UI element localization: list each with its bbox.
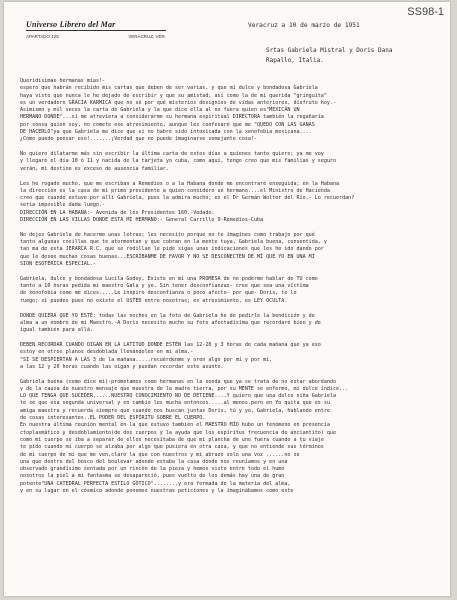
body-line: alma a un nombre de mi Maestro.-A Doris necesito mucho su foto afectadísima que recordaré bien y de [20, 319, 321, 326]
body-line: "SI SE DESPIERTAN A LAS 3 de la mañana.....recuérdenme y oren algo por mí y por mí, [20, 356, 273, 363]
body-line: sería imposible dada luego.- [20, 202, 106, 209]
body-line: igual también para allá. [20, 327, 93, 334]
body-line: estoy en otros planos desdoblada llenándoles en mi alma.- [20, 349, 194, 356]
body-line: DONDE QUIERA QUE YO ESTÉ: todas las noches en la foto de Gabriela he de pedirle la bendición y de [20, 312, 315, 319]
body-line: Gabriela, dulce y bondadosa Lucila Godoy, Existe en mí una PROMESA de no poderme hablar de TU como [20, 275, 318, 282]
paragraph-gap [20, 173, 444, 181]
body-line: tanto algunas cosillas que te atormentan y que cobran en la mente tuya, Gabriela buena, consentida, y [20, 239, 327, 246]
letter-body [20, 78, 444, 495]
archive-number: SS98-1 [407, 6, 444, 18]
body-line: creo que cuando estuve por allí Gabriela, pues la admira mucho; es el Dr Germán Wolter del Río.- Lo recuerdan? [20, 195, 355, 202]
body-line: a las 12 y 20 horas cuando las oigan y puedan recordar este asunto. [20, 363, 224, 370]
recipient-block [266, 46, 392, 66]
body-line: potente"UNA CATEDRAL PERFECTA ESTILO GÓTICO"........y era formada de la materia del alma, [20, 480, 291, 487]
body-line: la dirección es la casa de mi primo presidente a quien considero un hermano....el Ministro de Hacienda [20, 187, 330, 194]
letterhead [26, 20, 166, 39]
body-line: te sé que esa segunda universal y en cambio les mucha entonces.....al menos.pero en Yo quita que es su [20, 400, 330, 407]
paragraph-gap [20, 371, 444, 379]
body-line: de xenofobia como me dices.....Le inspiro desconfianza o poco afecto- por qué- Doris, te lo [20, 290, 297, 297]
body-line: haya visto que nunca le he dejado de escribir y que su amistad, así como la de mi querida "gringuita" [20, 92, 327, 99]
body-line: LO QUE TENGA QUE SUCEDER......NUESTRO CONOCIMIENTO NO DE DETIENE....Y quiero que una dulce niña Gabriela [20, 393, 337, 400]
letter-date: Veracruz a 10 de marzo de 1951 [248, 22, 360, 29]
letterhead-name: Universo Librero del Mar [26, 20, 166, 31]
letterhead-city: VERACRUZ, VER. [128, 34, 166, 39]
recipient-line: Srtas Gabriela Mistral y Doris Dana [266, 47, 393, 54]
body-line: te pido cuando mi cuerpo se alzaba por algo que pusiera en otra casa, y que no entiende sus términos [20, 444, 324, 451]
body-line: No dejes Gabriela de hacerme unas letras; les necesito porque no te imagines como trabajo por qué [20, 231, 315, 238]
paragraph-gap [20, 224, 444, 232]
body-line: DIRECCIÓN EN LAS VILLAS DONDE ESTA MI HERMANO:- General Carrillo 9-Remedios-Cuba [20, 217, 264, 224]
body-line: de cosas interesantes..EL PODER DEL ESPÍRITU SOBRE EL CUERPO. [20, 415, 206, 422]
body-line: espero que habrán recibido mis cartas que deben de ser varias, y que mi dulce y bondadosa Gabriela [20, 85, 318, 92]
body-line: una que dentro del bosco del boulevar adonde estaba la casa donde nos reuníamos y en una [20, 458, 288, 465]
body-line: DIRECCIÓN EN LA HABANA:- Avenida de los Presidentes 160.-Vedado. [20, 209, 215, 216]
body-line: tanto a 10 horas pedida mi maestro Gala y yo. Sin tener desconfianzas- cree que sea una víctima [20, 283, 309, 290]
recipient-line: Rapallo, Italia. [266, 57, 324, 64]
body-line: No quiero dilatarme más sin escribir la última carta de estos días a quienes tanto quiero; ya me voy [20, 151, 324, 158]
body-line: Les he rogado mucho, que me escriban a Remedios o a la Habana donde me encontraré enseguida; en la Habana [20, 180, 340, 187]
body-line: de mi cuerpo de mí que me ven,claro la que con nuestros y mi abrazo solo una voz ......no se [20, 451, 300, 458]
body-line: ¿Cómo puede pensar eso!.......¡Verdad que no puede imaginarse semejante cosa!- [20, 136, 258, 143]
body-line: tan ma de esta JERARCA R.C. que se rodillan le pide sigas unas indicaciones que les he ido dando por [20, 246, 324, 253]
body-line: En nuestra última reunión mental en la que estuvo también el MAESTRO MÍO hubo un fenómeno en presencia [20, 422, 330, 429]
paragraph-gap [20, 305, 444, 313]
body-line: nosotros la piel a mi fantasma se desapareció, pues vuelto de los demás hay una de gran [20, 473, 285, 480]
body-line: y en su lugar en el cósmico adonde ponemos nuestras peticiones y la imaginábamos como este [20, 488, 294, 495]
body-line: Asimismo y mil veces la carta de Gabriela y la que dice ella al no fuera quien es"MEXICAN UN [20, 107, 300, 114]
body-line: es un verdadero GRACIA KARMICA que no sé por qué misterios designios de vidas anteriores, disfruto hoy.- [20, 99, 337, 106]
body-line: SION ESOTÉRICA ESPECIAL.- [20, 261, 96, 268]
body-line: DE HACERLO"ya que Gabriela me dice que si no habré sido intoxicada con la xenofobia mexicana.... [20, 129, 312, 136]
letterhead-address [26, 34, 166, 39]
body-line: y de la causa de nuestro mensaje que muestra de la madre tierra, por su MENTE se enfermó, mi dulce índice... [20, 385, 349, 392]
body-line: por sonsa quien soy, no comete ese atrevimiento, aunque les confesaré que me "QUEDO CON LAS GANAS [20, 121, 315, 128]
body-line: verán, mi destino es exceso de ausencia familiar. [20, 165, 169, 172]
letter-page [4, 2, 450, 596]
body-line: que le desee muchas cosas buenas...ESCRÍBANME DE FAVOR Y NO SE DESCONECTEN DE MÍ QUE YO EN UNA MÍ [20, 253, 315, 260]
body-line: Gabriela buena (como dice mi)-prometamos como hermanas en la senda que ya se trata de no estar abordando [20, 378, 337, 385]
body-line: DEBEN RECORDAR CUANDO OIGAN EN LA LATITUD DONDE ESTÉN las 12-20 y 3 horas de cada mañana que ya eso [20, 341, 321, 348]
paragraph-gap [20, 268, 444, 276]
letterhead-po-box: APARTADO 125 [26, 34, 59, 39]
body-line: y llegaré el día 10 ó 11 y nacida de la tarjeta yo cuba, como aquí, tengo creo que mis familias y seguro [20, 158, 337, 165]
body-line: ruego; si puedes pues no existe el USTED entre nosotras; es atrevimiento, es LEY OCULTA. [20, 297, 288, 304]
body-line: amiga maestra y recuerda siempre que cuando nos buscan juntas Doris, tú y yo, Gabriela, hablando entre [20, 407, 330, 414]
body-line: como mi cuerpo se iba a separar de ellos necesitaba de que mi plancha de uno fuera cuando a tu viaje [20, 436, 324, 443]
body-line: HERMANO DONDE"...si me atreviera a considerarme su hermana espiritual DIRECTORA también la regañaría [20, 114, 324, 121]
body-line: observado grandísimo sentada por un rincón de la pieza y hemos visto entre todo el humo [20, 466, 285, 473]
body-line: Queridísimas hermanas mías!- [20, 78, 106, 84]
body-line: ctoplasmático y desdoblamiento(de dos cuerpos y la ayuda que los espíritus frecuencia de anciantito) que [20, 429, 337, 436]
paragraph-gap [20, 334, 444, 342]
